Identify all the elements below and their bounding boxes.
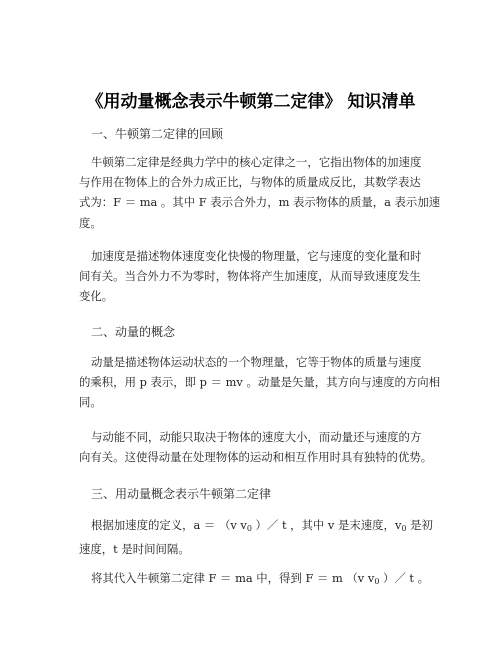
- paragraph-line: 牛顿第二定律是经典力学中的核心定律之一，它指出物体的加速度: [91, 155, 422, 169]
- paragraph-3-1: [79, 515, 433, 559]
- paragraph-line: 与动能不同，动能只取决于物体的速度大小，而动量还与速度的方: [91, 430, 422, 444]
- paragraph-line: 速度，t 是时间间隔。: [79, 542, 190, 557]
- formula-text: ）／ t ，其中 v 是末速度，v: [251, 518, 402, 532]
- formula-text: 根据加速度的定义，a ＝ （v v: [91, 518, 247, 532]
- paragraph-line: 同。: [79, 395, 102, 410]
- paragraph-line: 度。: [79, 215, 102, 230]
- section-heading-2: 二、动量的概念: [91, 325, 176, 339]
- paragraph-1-1: [79, 152, 441, 233]
- paragraph-line: 向有关。这使得动量在处理物体的运动和相互作用时具有独特的优势。: [79, 450, 433, 465]
- formula-text: 将其代入牛顿第二定律 F ＝ ma 中，得到 F ＝ m （v v: [91, 571, 375, 585]
- document-title: 《用动量概念表示牛顿第二定律》 知识清单: [86, 92, 416, 112]
- section-heading-1: 一、牛顿第二定律的回顾: [91, 127, 224, 141]
- paragraph-line: 间有关。当合外力不为零时，物体将产生加速度，从而导致速度发生: [79, 269, 421, 284]
- paragraph-line: 加速度是描述物体速度变化快慢的物理量，它与速度的变化量和时: [91, 249, 422, 263]
- paragraph-line: 动量是描述物体运动状态的一个物理量，它等于物体的质量与速度: [91, 355, 422, 369]
- formula-text: ）／ t 。: [379, 571, 430, 585]
- paragraph-3-2: [91, 568, 430, 592]
- paragraph-line: 式为：F ＝ ma 。其中 F 表示合外力，m 表示物体的质量，a 表示加速: [79, 195, 441, 210]
- paragraph-2-2: [79, 427, 433, 467]
- paragraph-2-1: [79, 352, 441, 413]
- subscript-zero: 0: [246, 524, 252, 533]
- formula-text: 是初: [406, 518, 433, 532]
- section-heading-3: 三、用动量概念表示牛顿第二定律: [91, 487, 272, 501]
- paragraph-line: 与作用在物体上的合外力成正比，与物体的质量成反比，其数学表达: [79, 175, 421, 190]
- subscript-zero: 0: [401, 524, 407, 533]
- subscript-zero: 0: [374, 577, 380, 586]
- paragraph-line: 的乘积，用 p 表示，即 p ＝ mv 。动量是矢量，其方向与速度的方向相: [79, 375, 441, 390]
- paragraph-line: [91, 515, 433, 539]
- paragraph-line: 变化。: [79, 289, 114, 304]
- paragraph-1-2: [79, 246, 422, 307]
- paragraph-line: [91, 568, 430, 592]
